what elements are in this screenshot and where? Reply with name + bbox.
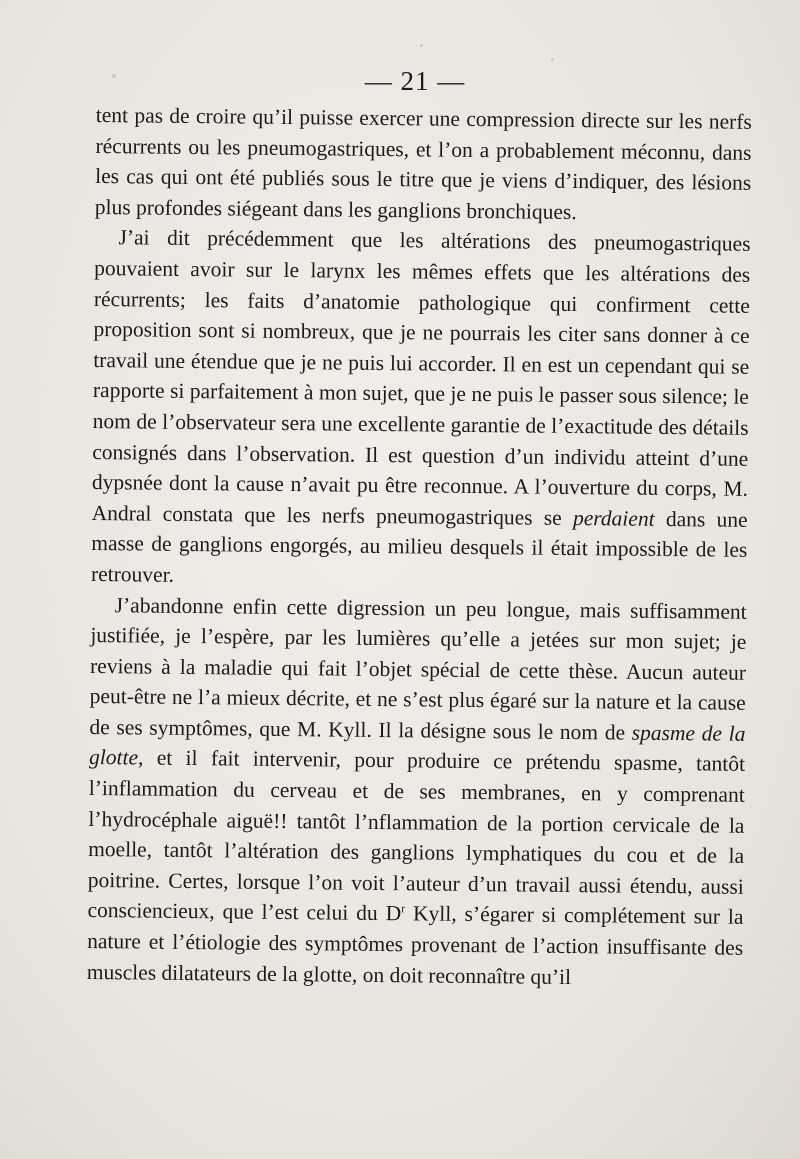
text-segment: dans une masse de ganglions engorgés, au milieu desquels il était impossible de les retrouver. [90, 506, 748, 587]
superscript-text: r [401, 901, 406, 916]
paper-speck [420, 44, 423, 47]
paragraph-3 [87, 589, 747, 994]
body-text [87, 100, 752, 994]
text-segment: Kyll, s’égarer si complétement sur la nature et l’étiologie des symptômes provenant de l’action insuffisante des muscles dilatateurs de la glotte, on doit reconnaître qu’il [86, 901, 744, 989]
page-number: — 21 — [364, 66, 466, 96]
text-segment: J’ai dit précédemment que les altérations des pneumogastriques pouvaient avoir sur le larynx les mêmes effets que les altérations des récurrents; les faits d’anatomie pathologique qui confirment cette proposition sont si nombreux, que je ne pourrais les citer sans donner à ce travail une étendue que je ne puis lui accorder. Il en est un cependant qui se rapporte si parfaitement à mon sujet, que je ne puis le passer sous silence; le nom de l’observateur sera une excellente garantie de l’exactitude des détails consignés dans l’observation. Il est question d’un individu atteint d’une dypsnée dont la cause n’avait pu être reconnue. A l’ouverture du corps, M. Andral constata que les nerfs pneumogastriques se [91, 225, 751, 530]
paper-speck [551, 58, 554, 61]
text-segment: tent pas de croire qu’il puisse exercer une compression directe sur les nerfs récurrents ou les pneumogastriques, et l’on a probablement méconnu, dans les cas qui ont été publiés sous le titre que je viens d’indiquer, des lésions plus profondes siégeant dans les ganglions bronchiques. [94, 102, 752, 224]
italic-text: spasme de la glotte [88, 720, 746, 770]
paragraph-1 [95, 100, 752, 229]
italic-text: perdaient [572, 505, 655, 531]
paragraph-2 [91, 222, 751, 596]
text-segment: J’abandonne enfin cette digression un peu longue, mais suffisamment justifiée, je l’espère, par les lumières qu’elle a jetées sur mon sujet; je reviens à la maladie qui fait l’objet spécial de cette thèse. Aucun auteur peut-être ne l’a mieux décrite, et ne s’est plus égaré sur la nature et la cause de ses symptômes, que M. Kyll. Il la désigne sous le nom de [89, 592, 747, 745]
text-segment: , et il fait intervenir, pour produire ce prétendu spasme, tantôt l’inflammation du cerveau et de ses membranes, en y comprenant l’hydrocéphale aiguë!! tantôt l’nflammation de la portion cervicale de la moelle, tantôt l’altération des ganglions lymphatiques du cou et de la poitrine. Certes, lorsque l’on voit l’auteur d’un travail aussi étendu, aussi consciencieux, que l’est celui du D [87, 745, 746, 926]
